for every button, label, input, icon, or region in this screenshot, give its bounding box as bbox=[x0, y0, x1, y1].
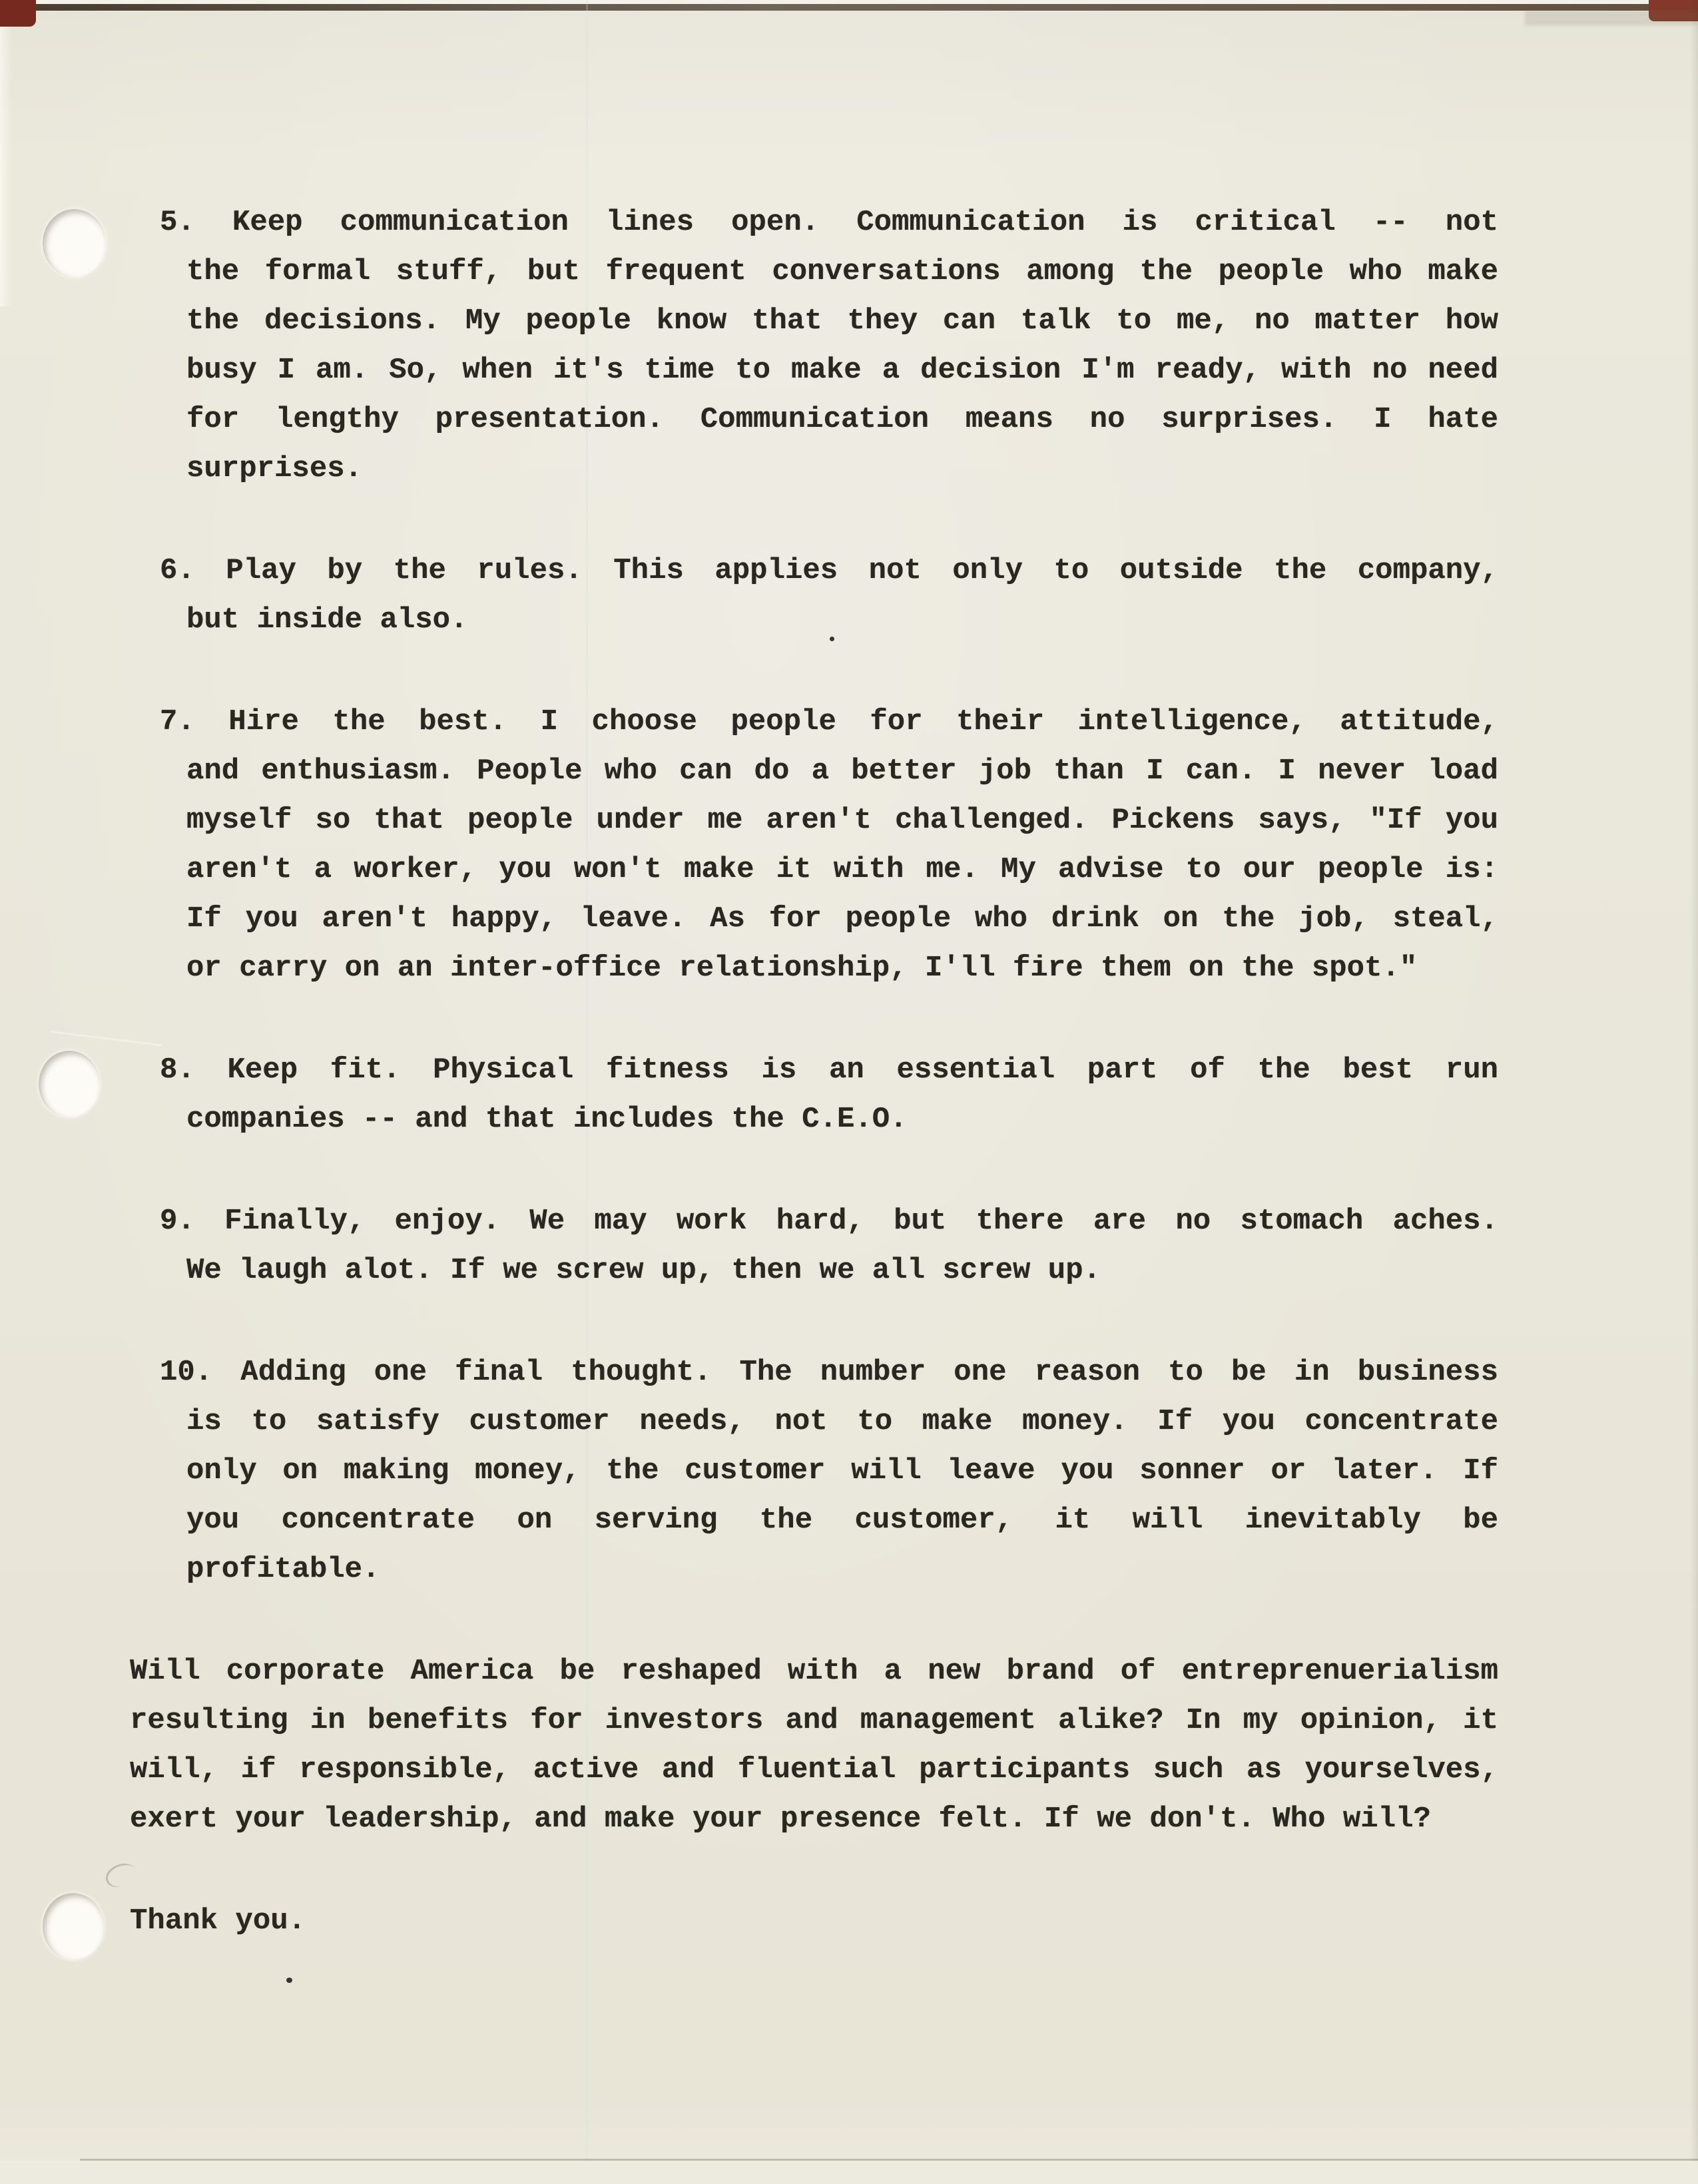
signoff-paragraph bbox=[130, 1896, 1498, 1946]
scan-corner-mark-left bbox=[0, 0, 36, 27]
typewritten-line: profitable. bbox=[186, 1553, 380, 1586]
thank-you-line: Thank you. bbox=[130, 1904, 306, 1938]
scan-bottom-paper-edge bbox=[0, 2161, 1698, 2184]
scan-left-edge-highlight bbox=[0, 27, 12, 306]
typewritten-line: 7. Hire the best. I choose people for their intelligence, attitude, bbox=[160, 705, 1498, 738]
typewritten-line: only on making money, the customer will leave you sonner or later. If bbox=[186, 1454, 1498, 1488]
typewritten-line: but inside also. bbox=[186, 603, 468, 637]
typewritten-line: exert your leadership, and make your presence felt. If we don't. Who will? bbox=[130, 1802, 1431, 1836]
typewritten-line: If you aren't happy, leave. As for people who drink on the job, steal, bbox=[186, 902, 1498, 936]
scan-top-edge-line bbox=[0, 4, 1698, 11]
typewritten-line: myself so that people under me aren't challenged. Pickens says, "If you bbox=[186, 804, 1498, 837]
list-item-8 bbox=[160, 1045, 1498, 1144]
typewritten-line: companies -- and that includes the C.E.O. bbox=[186, 1103, 908, 1136]
list-item-10 bbox=[160, 1348, 1498, 1594]
list-item-5 bbox=[160, 198, 1498, 493]
list-item-9 bbox=[160, 1197, 1498, 1295]
typewritten-line: 5. Keep communication lines open. Communication is critical -- not bbox=[160, 206, 1498, 239]
pencil-squiggle bbox=[103, 1859, 140, 1891]
typewritten-line: busy I am. So, when it's time to make a decision I'm ready, with no need bbox=[186, 354, 1498, 387]
list-item-6 bbox=[160, 546, 1498, 645]
scan-right-edge-shadow bbox=[1690, 0, 1698, 2184]
typewritten-line: surprises. bbox=[186, 452, 363, 485]
closing-paragraph bbox=[130, 1647, 1498, 1844]
typewritten-line: the formal stuff, but frequent conversations among the people who make bbox=[186, 255, 1498, 288]
typewritten-line: for lengthy presentation. Communication means no surprises. I hate bbox=[186, 403, 1498, 436]
typewritten-line: 10. Adding one final thought. The number one reason to be in business bbox=[160, 1356, 1498, 1389]
typewritten-line: is to satisfy customer needs, not to make money. If you concentrate bbox=[186, 1405, 1498, 1438]
typewritten-line: 8. Keep fit. Physical fitness is an essential part of the best run bbox=[160, 1053, 1498, 1087]
hole-punch-top bbox=[43, 209, 106, 277]
typewritten-line: We laugh alot. If we screw up, then we all screw up. bbox=[186, 1254, 1101, 1287]
typewritten-line: you concentrate on serving the customer, it will inevitably be bbox=[186, 1503, 1498, 1537]
typewritten-line: and enthusiasm. People who can do a better job than I can. I never load bbox=[186, 754, 1498, 788]
hole-punch-bottom bbox=[43, 1893, 104, 1960]
typewritten-line: Will corporate America be reshaped with a new brand of entreprenuerialism bbox=[130, 1655, 1498, 1688]
typewritten-line: resulting in benefits for investors and management alike? In my opinion, it bbox=[130, 1704, 1498, 1737]
list-item-7 bbox=[160, 697, 1498, 993]
typewritten-line: the decisions. My people know that they can talk to me, no matter how bbox=[186, 304, 1498, 338]
typewritten-line: aren't a worker, you won't make it with me. My advise to our people is: bbox=[186, 853, 1498, 886]
typewritten-line: will, if responsible, active and fluential participants such as yourselves, bbox=[130, 1753, 1498, 1786]
typewritten-text-block bbox=[130, 198, 1498, 1998]
numbered-items-container bbox=[160, 198, 1498, 1594]
typewritten-line: 9. Finally, enjoy. We may work hard, but there are no stomach aches. bbox=[160, 1205, 1498, 1238]
typewritten-line: or carry on an inter-office relationship, I'll fire them on the spot." bbox=[186, 952, 1418, 985]
typewritten-line: 6. Play by the rules. This applies not only to outside the company, bbox=[160, 554, 1498, 587]
scan-smudge bbox=[1525, 11, 1698, 25]
